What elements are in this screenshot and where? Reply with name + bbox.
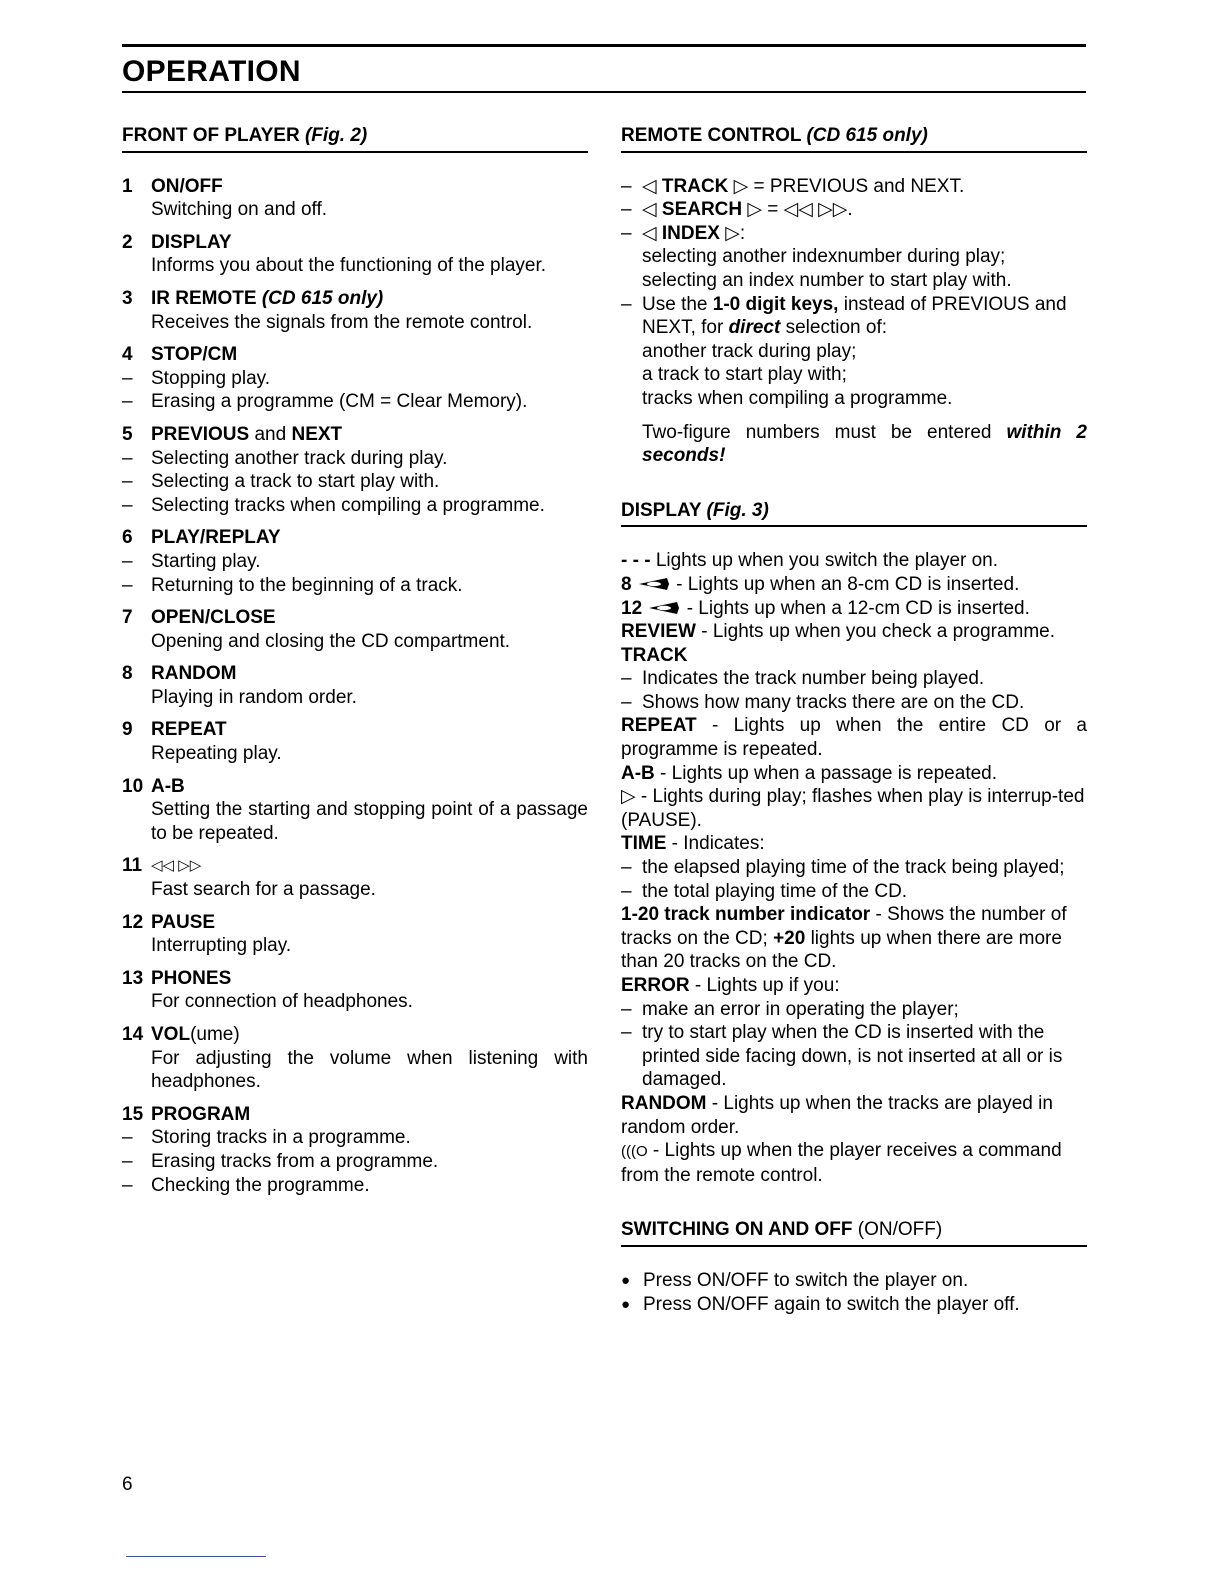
remote-note-emphasis: within 2 seconds! [642, 421, 1087, 467]
item-label: PREVIOUS [151, 423, 250, 445]
item-dash-line: Selecting tracks when compiling a programme. [151, 494, 545, 516]
remote-index-line: – ◁ INDEX ▷: [621, 222, 746, 244]
ab-label: A-B [621, 762, 655, 784]
display-random-entry [621, 1092, 1087, 1139]
remote-digit-desc: a track to start play with; [642, 364, 847, 386]
item-label: PLAY/REPLAY [151, 527, 281, 549]
search-icon-pair: ◁◁ ▷▷ [151, 857, 202, 875]
display-track-line: Indicates the track number being played. [642, 668, 985, 690]
item-description: Fast search for a passage. [151, 879, 376, 901]
page-number: 6 [122, 1474, 133, 1495]
ir-signal-icon: (((O [621, 1143, 648, 1161]
display-error-entry [621, 974, 1087, 998]
front-item [122, 606, 588, 653]
page-title: OPERATION [122, 55, 301, 88]
bullet-icon: ● [621, 1271, 631, 1289]
switching-bullet [621, 1293, 1087, 1317]
display-heading-text: DISPLAY [621, 499, 702, 521]
dashes-symbol: - - - [621, 550, 651, 572]
remote-heading-text: REMOTE CONTROL [621, 125, 802, 146]
display-time-line: the elapsed playing time of the track being played; [642, 857, 1065, 879]
display-section-heading [621, 499, 1087, 528]
item-number: 4 [122, 344, 133, 366]
front-item: 6 PLAY/REPLAY – Starting play. – Returning to the beginning of a track. [122, 526, 588, 597]
display-error-line: make an error in operating the player; [642, 998, 959, 1020]
display-repeat-text: - Lights up when the entire CD or a programme is repeated. [621, 715, 1087, 761]
front-item [122, 231, 588, 278]
front-item [122, 175, 588, 222]
remote-heading-ref: (CD 615 only) [806, 125, 928, 146]
item-description: Informs you about the functioning of the player. [151, 255, 547, 277]
time-label: TIME [621, 833, 667, 855]
remote-digit-desc: another track during play; [642, 340, 857, 362]
display-ir-text: - Lights up when the player receives a command from the remote control. [621, 1140, 1062, 1186]
item-dash-line: Checking the programme. [151, 1174, 370, 1196]
remote-list [621, 175, 1087, 468]
item-dash-line: Stopping play. [151, 367, 271, 389]
display-ir-entry [621, 1139, 1087, 1187]
item-label: RANDOM [151, 663, 237, 685]
remote-note-text: Two-figure numbers must be entered [642, 421, 1007, 443]
display-play-entry [621, 785, 1087, 832]
front-item [122, 911, 588, 958]
item-dash-line: Starting play. [151, 550, 261, 572]
item-description: For adjusting the volume when listening with headphones. [151, 1047, 588, 1093]
remote-search-line: – ◁ SEARCH ▷ = ◁◁ ▷▷. [621, 199, 853, 221]
remote-digit-post: instead of PREVIOUS and NEXT, for [642, 293, 1067, 339]
switching-heading-ref: (ON/OFF) [857, 1219, 943, 1241]
display-cd8-entry [621, 573, 1087, 597]
item-label: REPEAT [151, 719, 227, 741]
display-time-text: - Indicates: [666, 833, 765, 855]
item-number: 5 [122, 423, 133, 445]
display-review-text: - Lights up when you check a programme. [695, 621, 1056, 643]
display-random-text: - Lights up when the tracks are played in random order. [621, 1092, 1053, 1138]
item-label: IR REMOTE [151, 287, 257, 309]
switching-bullet-text: Press ON/OFF again to switch the player off. [643, 1293, 1020, 1315]
item-number: 3 [122, 287, 133, 309]
right-column [621, 124, 1087, 1316]
item-number: 13 [122, 967, 144, 989]
display-indicator-entry [621, 903, 1087, 974]
front-section-heading [122, 124, 588, 153]
front-item: 4 STOP/CM – Stopping play. – Erasing a programme (CM = Clear Memory). [122, 343, 588, 414]
track-keys-icon: ◁ TRACK ▷ [642, 175, 749, 197]
remote-track-line: – ◁ TRACK ▷ = PREVIOUS and NEXT. [621, 175, 965, 197]
item-label: A-B [151, 775, 185, 797]
plus20-label: +20 [773, 927, 806, 949]
item-description: Playing in random order. [151, 686, 357, 708]
item-dash-line: Selecting another track during play. [151, 447, 448, 469]
display-track-line: Shows how many tracks there are on the CD. [642, 691, 1025, 713]
item-label: ON/OFF [151, 175, 223, 197]
error-label: ERROR [621, 975, 690, 996]
front-item [122, 287, 588, 334]
search-keys-icon: ◁ SEARCH ▷ [642, 199, 763, 221]
display-ab-text: - Lights up when a passage is repeated. [654, 762, 998, 784]
review-label: REVIEW [621, 621, 696, 643]
remote-track-text: = PREVIOUS and NEXT. [748, 175, 965, 197]
item-description: Interrupting play. [151, 935, 292, 957]
remote-section-heading [621, 124, 1087, 153]
remote-digit-line: – Use the 1-0 digit keys, instead of PREVIOUS and NEXT, for direct selection of: [621, 293, 1067, 339]
display-indicator-text: - Shows the number of tracks on the CD; [621, 904, 1067, 949]
item-number: 11 [122, 855, 143, 877]
front-item [122, 775, 588, 846]
item-label: DISPLAY [151, 231, 232, 253]
front-heading-text: FRONT OF PLAYER [122, 125, 300, 146]
front-item [122, 967, 588, 1014]
front-item [122, 1023, 588, 1094]
remote-digit-desc: tracks when compiling a programme. [642, 387, 953, 409]
display-repeat-entry [621, 714, 1087, 761]
item-dash-line: Erasing tracks from a programme. [151, 1150, 439, 1172]
item-number: 2 [122, 231, 133, 253]
item-number: 12 [122, 911, 144, 933]
item-dash-line: Erasing a programme (CM = Clear Memory). [151, 391, 528, 413]
header-top-rule [122, 44, 1086, 47]
front-item [122, 662, 588, 709]
item-description: Opening and closing the CD compartment. [151, 630, 511, 652]
page-header [122, 44, 1086, 93]
display-error-text: - Lights up if you: [689, 975, 840, 996]
play-icon: ▷ [621, 786, 636, 808]
display-cd12-text: - Lights up when a 12-cm CD is inserted. [681, 597, 1030, 619]
indicator-label: 1-20 track number indicator [621, 904, 871, 926]
display-dashes-entry [621, 549, 1087, 573]
item-description: Setting the starting and stopping point of a passage to be repeated. [151, 799, 588, 844]
item-description: Switching on and off. [151, 199, 328, 221]
scan-artifact-rule [126, 1556, 266, 1557]
front-of-player-column [122, 124, 588, 1206]
display-cd12-entry [621, 597, 1087, 621]
item-number: 6 [122, 527, 133, 549]
item-number: 10 [122, 775, 144, 797]
item-label: PHONES [151, 967, 232, 989]
item-label: PAUSE [151, 911, 216, 933]
cd8-label: 8 [621, 573, 632, 595]
header-bottom-rule [122, 91, 1086, 93]
item-label-note: (CD 615 only) [261, 287, 384, 309]
item-label: VOL [151, 1024, 191, 1045]
display-heading-ref: (Fig. 3) [706, 499, 769, 521]
display-indicator-text2: lights up when there are more than 20 tracks on the CD. [621, 927, 1062, 973]
remote-index-desc: selecting an index number to start play with. [642, 269, 1012, 291]
remote-digit-key: 1-0 digit keys, [712, 293, 839, 315]
remote-search-text: = ◁◁ ▷▷. [762, 199, 853, 221]
item-number: 1 [122, 175, 133, 197]
remote-digit-direct: direct [728, 317, 781, 339]
display-error-line: try to start play when the CD is inserted with the printed side facing down, is not inserted at all or is damaged. [642, 1022, 1063, 1091]
disc-8cm-icon [637, 577, 671, 591]
item-number: 8 [122, 663, 133, 685]
item-number: 7 [122, 607, 133, 629]
display-cd8-text: - Lights up when an 8-cm CD is inserted. [670, 573, 1020, 595]
item-label-joiner: and [254, 423, 287, 445]
item-label-rest: (ume) [190, 1024, 240, 1045]
item-label: PROGRAM [151, 1103, 251, 1125]
switching-bullet-text: Press ON/OFF to switch the player on. [643, 1269, 969, 1291]
remote-digit-pre: Use the [642, 293, 713, 315]
display-time-line: the total playing time of the CD. [642, 880, 908, 902]
display-list: - - - Lights up when you switch the player on. 8 - Lights up when an 8-cm CD is inserted. 12 - Lights up when a 12-cm CD is inserted. REVIEW - Lights up when you check a programme. TRACK – Indicates the track number being played. – Shows how many tracks there are on the CD. REPEAT - Lights up when the entire CD or a programme is repeated. A-B - Lights up when a passage is repeated. ▷ - Lights during play; flashes when play is interrup-ted (PAUSE). TIME - Indicates: – the elapsed playing time of the track being played; – the total playing time of the CD. 1-20 track number indicator - Shows the number of tracks on the CD; +20 lights up when there are more than 20 tracks on the CD. ERROR - Lights up if you: – make an error in operating the player; – try to start play when the CD is inserted with the printed side facing down, is not inserted at all or is damaged. RANDOM - Lights up when the tracks are played in random order. (((O - Lights up when the player receives a command from the remote control. [621, 550, 1087, 1186]
item-dash-line: Selecting a track to start play with. [151, 471, 440, 493]
item-description: Repeating play. [151, 743, 282, 765]
front-item: 5 PREVIOUS and NEXT – Selecting another track during play. – Selecting a track to start play with. – Selecting tracks when compiling a programme. [122, 423, 588, 517]
display-play-text: - Lights during play; flashes when play is interrup-ted (PAUSE). [621, 786, 1085, 831]
front-item [122, 854, 588, 901]
index-keys-icon: ◁ INDEX ▷ [642, 222, 740, 244]
disc-12cm-icon [647, 601, 681, 615]
front-heading-ref: (Fig. 2) [304, 125, 368, 146]
item-label: OPEN/CLOSE [151, 607, 276, 629]
switching-heading-text: SWITCHING ON AND OFF [621, 1219, 853, 1241]
item-number: 14 [122, 1024, 144, 1045]
remote-note [621, 421, 1087, 468]
switching-list [621, 1269, 1087, 1316]
front-item: 15 PROGRAM – Storing tracks in a programme. – Erasing tracks from a programme. – Checking the programme. [122, 1103, 588, 1197]
item-number: 15 [122, 1103, 144, 1125]
cd12-label: 12 [621, 597, 643, 619]
item-description: Receives the signals from the remote control. [151, 311, 533, 333]
display-time-entry [621, 832, 1087, 856]
switching-bullet [621, 1269, 1087, 1293]
item-dash-line: Returning to the beginning of a track. [151, 574, 463, 596]
display-review-entry [621, 620, 1087, 644]
item-label-end: NEXT [291, 423, 343, 445]
remote-digit-end: selection of: [780, 317, 887, 339]
item-number: 9 [122, 719, 133, 741]
display-ab-entry [621, 762, 1087, 786]
switching-section-heading [621, 1218, 1087, 1247]
remote-index-colon: : [739, 222, 746, 244]
remote-index-desc: selecting another indexnumber during play; [642, 246, 1006, 268]
repeat-label: REPEAT [621, 715, 697, 737]
front-item [122, 718, 588, 765]
display-track-label: TRACK [621, 644, 688, 666]
item-dash-line: Storing tracks in a programme. [151, 1127, 411, 1149]
display-dashes-text: Lights up when you switch the player on. [650, 550, 999, 572]
item-label: STOP/CM [151, 344, 238, 366]
item-description: For connection of headphones. [151, 991, 413, 1013]
bullet-icon: ● [621, 1295, 631, 1313]
random-label: RANDOM [621, 1092, 707, 1114]
